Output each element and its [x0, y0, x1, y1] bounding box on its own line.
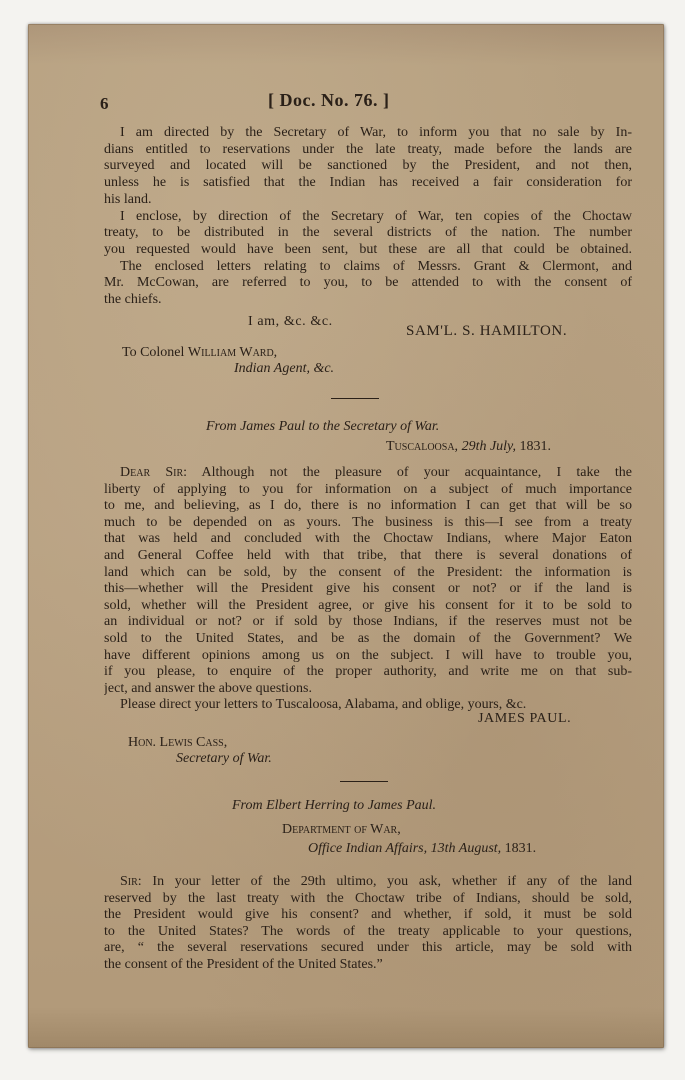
line-text: surveyed and located will be sanctioned by the President, and not then,	[104, 158, 632, 174]
line-text: sold, whether will the President agree, or give his consent for it to be sold to	[104, 597, 632, 613]
text-line	[104, 275, 632, 292]
text-line	[104, 225, 632, 242]
text-line	[104, 957, 632, 974]
letter2-heading: From James Paul to the Secretary of War.	[206, 419, 440, 434]
line-text: to me, and believing, as I do, there is no information I can get that will be so	[104, 498, 632, 514]
dateline-date: 13th August,	[430, 841, 502, 856]
text-line	[104, 940, 632, 957]
line-text: Mr. McCowan, are referred to you, to be attended to with the consent of	[104, 275, 632, 291]
text-line	[104, 175, 632, 192]
text-line	[104, 598, 632, 615]
line-text: land which can be sold, by the consent of the President: the information is	[104, 564, 632, 580]
dateline-place: Tuscaloosa,	[386, 439, 459, 454]
line-text: sold to the United States, and be as the domain of the Government? We	[104, 631, 632, 646]
text-line	[120, 125, 632, 142]
text-line	[104, 242, 632, 259]
letter1-addressee	[122, 345, 277, 361]
addressee-prefix: To Colonel	[122, 345, 185, 360]
text-line	[104, 907, 632, 924]
letter2-signature: JAMES PAUL.	[478, 711, 572, 726]
document-reference: [ Doc. No. 76. ]	[268, 90, 390, 110]
text-line	[104, 581, 632, 598]
letter2-addressee-name: Hon. Lewis Cass,	[128, 735, 228, 750]
line-text: are, “ the several reservations secured under this article, may be sold with	[104, 940, 632, 956]
letter2-addressee-title: Secretary of War.	[176, 751, 272, 766]
line-text: I am directed by the Secretary of War, to inform you that no sale by In-	[120, 125, 632, 140]
text-line	[104, 142, 632, 159]
page-number: 6	[100, 94, 109, 113]
text-line	[104, 498, 632, 515]
text-line	[104, 648, 632, 665]
text-line	[104, 192, 632, 209]
letter1-addressee-title: Indian Agent, &c.	[234, 361, 335, 376]
text-line	[120, 209, 632, 226]
letter1-closing: I am, &c. &c.	[248, 314, 333, 329]
dateline-year: 1831.	[504, 841, 537, 856]
line-text: The enclosed letters relating to claims of Messrs. Grant & Clermont, and	[120, 258, 632, 274]
letter3-department: Department of War,	[282, 822, 401, 837]
line-text: to the United States? The words of the treaty applicable to your questions,	[104, 923, 632, 939]
text-line	[104, 614, 632, 631]
line-text: In your letter of the 29th ultimo, you ask, whether if any of the land	[152, 874, 632, 889]
line-text: have different opinions among us on the subject. I will have to trouble you,	[104, 647, 632, 663]
letter2-dateline	[386, 439, 551, 455]
line-text: Please direct your letters to Tuscaloosa, Alabama, and oblige, yours, &c.	[120, 697, 527, 713]
text-line	[104, 565, 632, 582]
line-text: this—whether will the President give his consent or not? or if the land is	[104, 581, 632, 597]
line-text: the chiefs.	[104, 292, 162, 307]
text-line	[104, 891, 632, 908]
line-text: an individual or not? or if sold by those Indians, if the reserves must not be	[104, 614, 632, 630]
line-text: ject, and answer the above questions.	[104, 680, 312, 696]
letter3-heading: From Elbert Herring to James Paul.	[232, 798, 437, 813]
line-text: Although not the pleasure of your acquaintance, I take the	[201, 465, 632, 480]
text-line	[104, 515, 632, 532]
line-text: much to be depended on as yours. The business is this—I see from a treaty	[104, 514, 632, 530]
text-line	[104, 531, 632, 548]
line-text: reserved by the last treaty with the Choctaw tribe of Indians, should be sold,	[104, 890, 632, 906]
text-line	[120, 874, 632, 891]
text-line	[104, 631, 632, 648]
text-line	[104, 548, 632, 565]
salutation: Sir:	[120, 874, 142, 889]
letter1-signature: SAM'L. S. HAMILTON.	[406, 323, 568, 339]
line-text: I enclose, by direction of the Secretary of War, ten copies of the Choctaw	[120, 208, 632, 224]
letter3-dateline	[308, 841, 536, 857]
document-page	[28, 24, 664, 1048]
line-text: treaty, to be distributed in the several districts of the nation. The number	[104, 225, 632, 241]
text-line	[120, 259, 632, 276]
line-text: his land.	[104, 191, 152, 207]
dateline-date: 29th July,	[461, 439, 516, 454]
dateline-year: 1831.	[519, 439, 551, 454]
text-line	[104, 664, 632, 681]
addressee-name: William Ward,	[187, 345, 278, 360]
section-divider	[331, 398, 379, 399]
text-line	[104, 681, 632, 698]
line-text: unless he is satisfied that the Indian has received a fair consideration for	[104, 175, 632, 191]
line-text: if you please, to enquire of the proper authority, and write me on that sub-	[104, 664, 632, 680]
line-text: dians entitled to reservations under the late treaty, made before the lands are	[104, 141, 632, 157]
dateline-office: Office Indian Affairs,	[308, 841, 428, 856]
line-text: liberty of applying to you for information on a subject of much importance	[104, 481, 632, 497]
section-divider	[340, 781, 388, 782]
line-text: that was held and concluded with the Choctaw Indians, where Major Eaton	[104, 531, 632, 547]
text-line	[104, 158, 632, 175]
line-text: and General Coffee held with that tribe, that there is several donations of	[104, 548, 632, 563]
text-line	[104, 482, 632, 499]
text-line	[104, 924, 632, 941]
line-text: the consent of the President of the United States.”	[104, 957, 383, 972]
text-line	[120, 465, 632, 482]
salutation: Dear Sir:	[120, 465, 188, 480]
text-line	[104, 292, 632, 309]
line-text: you requested would have been sent, but these are all that could be obtained.	[104, 241, 632, 257]
line-text: the President would give his consent? and whether, if sold, it must be sold	[104, 907, 632, 923]
